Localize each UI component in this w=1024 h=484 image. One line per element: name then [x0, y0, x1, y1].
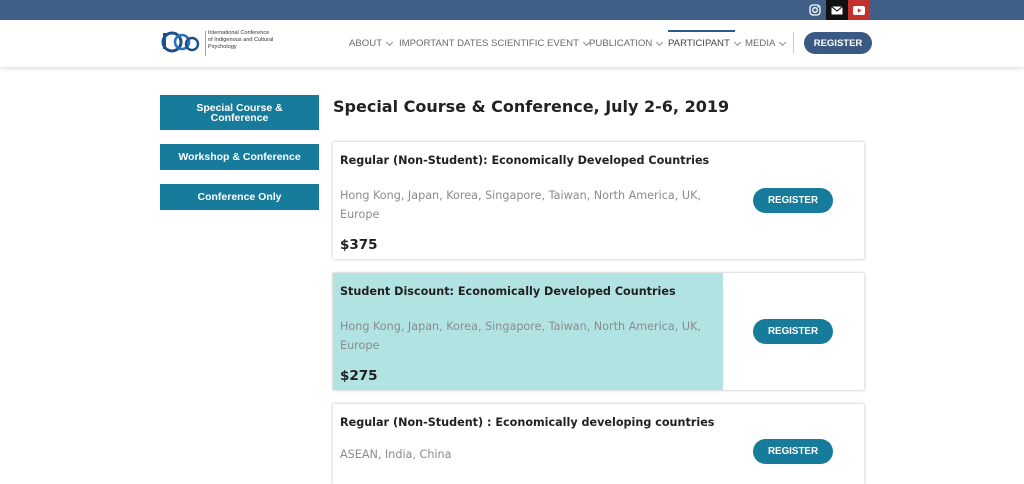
card-title: Student Discount: Economically Developed Countries	[340, 285, 676, 298]
nav-media[interactable]	[745, 38, 785, 49]
nav-important-dates-label: IMPORTANT DATES	[399, 38, 489, 49]
card-countries: Hong Kong, Japan, Korea, Singapore, Taiwan, North America, UK, Europe	[340, 320, 701, 352]
chevron-down-icon	[656, 38, 663, 45]
nav-about-label: ABOUT	[349, 38, 383, 49]
pricing-card-student-developed	[333, 273, 864, 390]
youtube-icon[interactable]	[848, 0, 870, 20]
chevron-down-icon	[779, 38, 786, 45]
mail-icon[interactable]	[826, 0, 848, 20]
nav-publication-label: PUBLICATION	[589, 38, 653, 49]
nav-active-indicator	[668, 30, 735, 32]
chevron-down-icon	[734, 38, 741, 45]
sidebar-item-label: Workshop & Conference	[178, 151, 301, 163]
header-register-button[interactable]: REGISTER	[804, 32, 872, 54]
register-button[interactable]: REGISTER	[753, 188, 833, 213]
nav-participant[interactable]	[668, 38, 740, 49]
sidebar-item-workshop[interactable]	[160, 144, 319, 170]
sidebar-item-conference-only[interactable]	[160, 184, 319, 210]
pricing-card-regular-developing	[333, 404, 864, 484]
register-button[interactable]: REGISTER	[753, 319, 833, 344]
nav-scientific-event-label: SCIENTIFIC EVENT	[491, 38, 579, 49]
nav-important-dates[interactable]	[399, 38, 488, 49]
logo-text: International Conference of Indigenous and Cultural Psychology	[208, 30, 274, 50]
nav-media-label: MEDIA	[745, 38, 776, 49]
card-title: Regular (Non-Student): Economically Developed Countries	[340, 154, 710, 167]
logo-mark-icon	[160, 29, 204, 57]
nav-participant-label: PARTICIPANT	[668, 38, 730, 49]
card-title: Regular (Non-Student) : Economically developing countries	[340, 416, 715, 429]
register-button[interactable]: REGISTER	[753, 439, 833, 464]
logo-separator	[205, 31, 206, 56]
instagram-icon[interactable]	[804, 0, 826, 20]
nav-scientific-event[interactable]	[491, 38, 589, 49]
pricing-card-regular-developed	[333, 142, 864, 259]
nav-about[interactable]	[349, 38, 392, 49]
nav-publication[interactable]	[589, 38, 662, 49]
chevron-down-icon	[386, 38, 393, 45]
sidebar-item-label: Special Course & Conference	[196, 101, 283, 124]
card-countries: ASEAN, India, China	[340, 448, 452, 461]
page-title: Special Course & Conference, July 2-6, 2019	[333, 97, 730, 116]
nav-divider	[793, 32, 794, 54]
card-price: $375	[340, 237, 378, 253]
sidebar-item-special-course[interactable]	[160, 95, 319, 130]
card-price: $275	[340, 368, 378, 384]
card-countries: Hong Kong, Japan, Korea, Singapore, Taiwan, North America, UK, Europe	[340, 189, 701, 221]
sidebar-item-label: Conference Only	[197, 191, 282, 203]
site-logo[interactable]	[160, 29, 290, 59]
top-bar	[0, 0, 1024, 20]
